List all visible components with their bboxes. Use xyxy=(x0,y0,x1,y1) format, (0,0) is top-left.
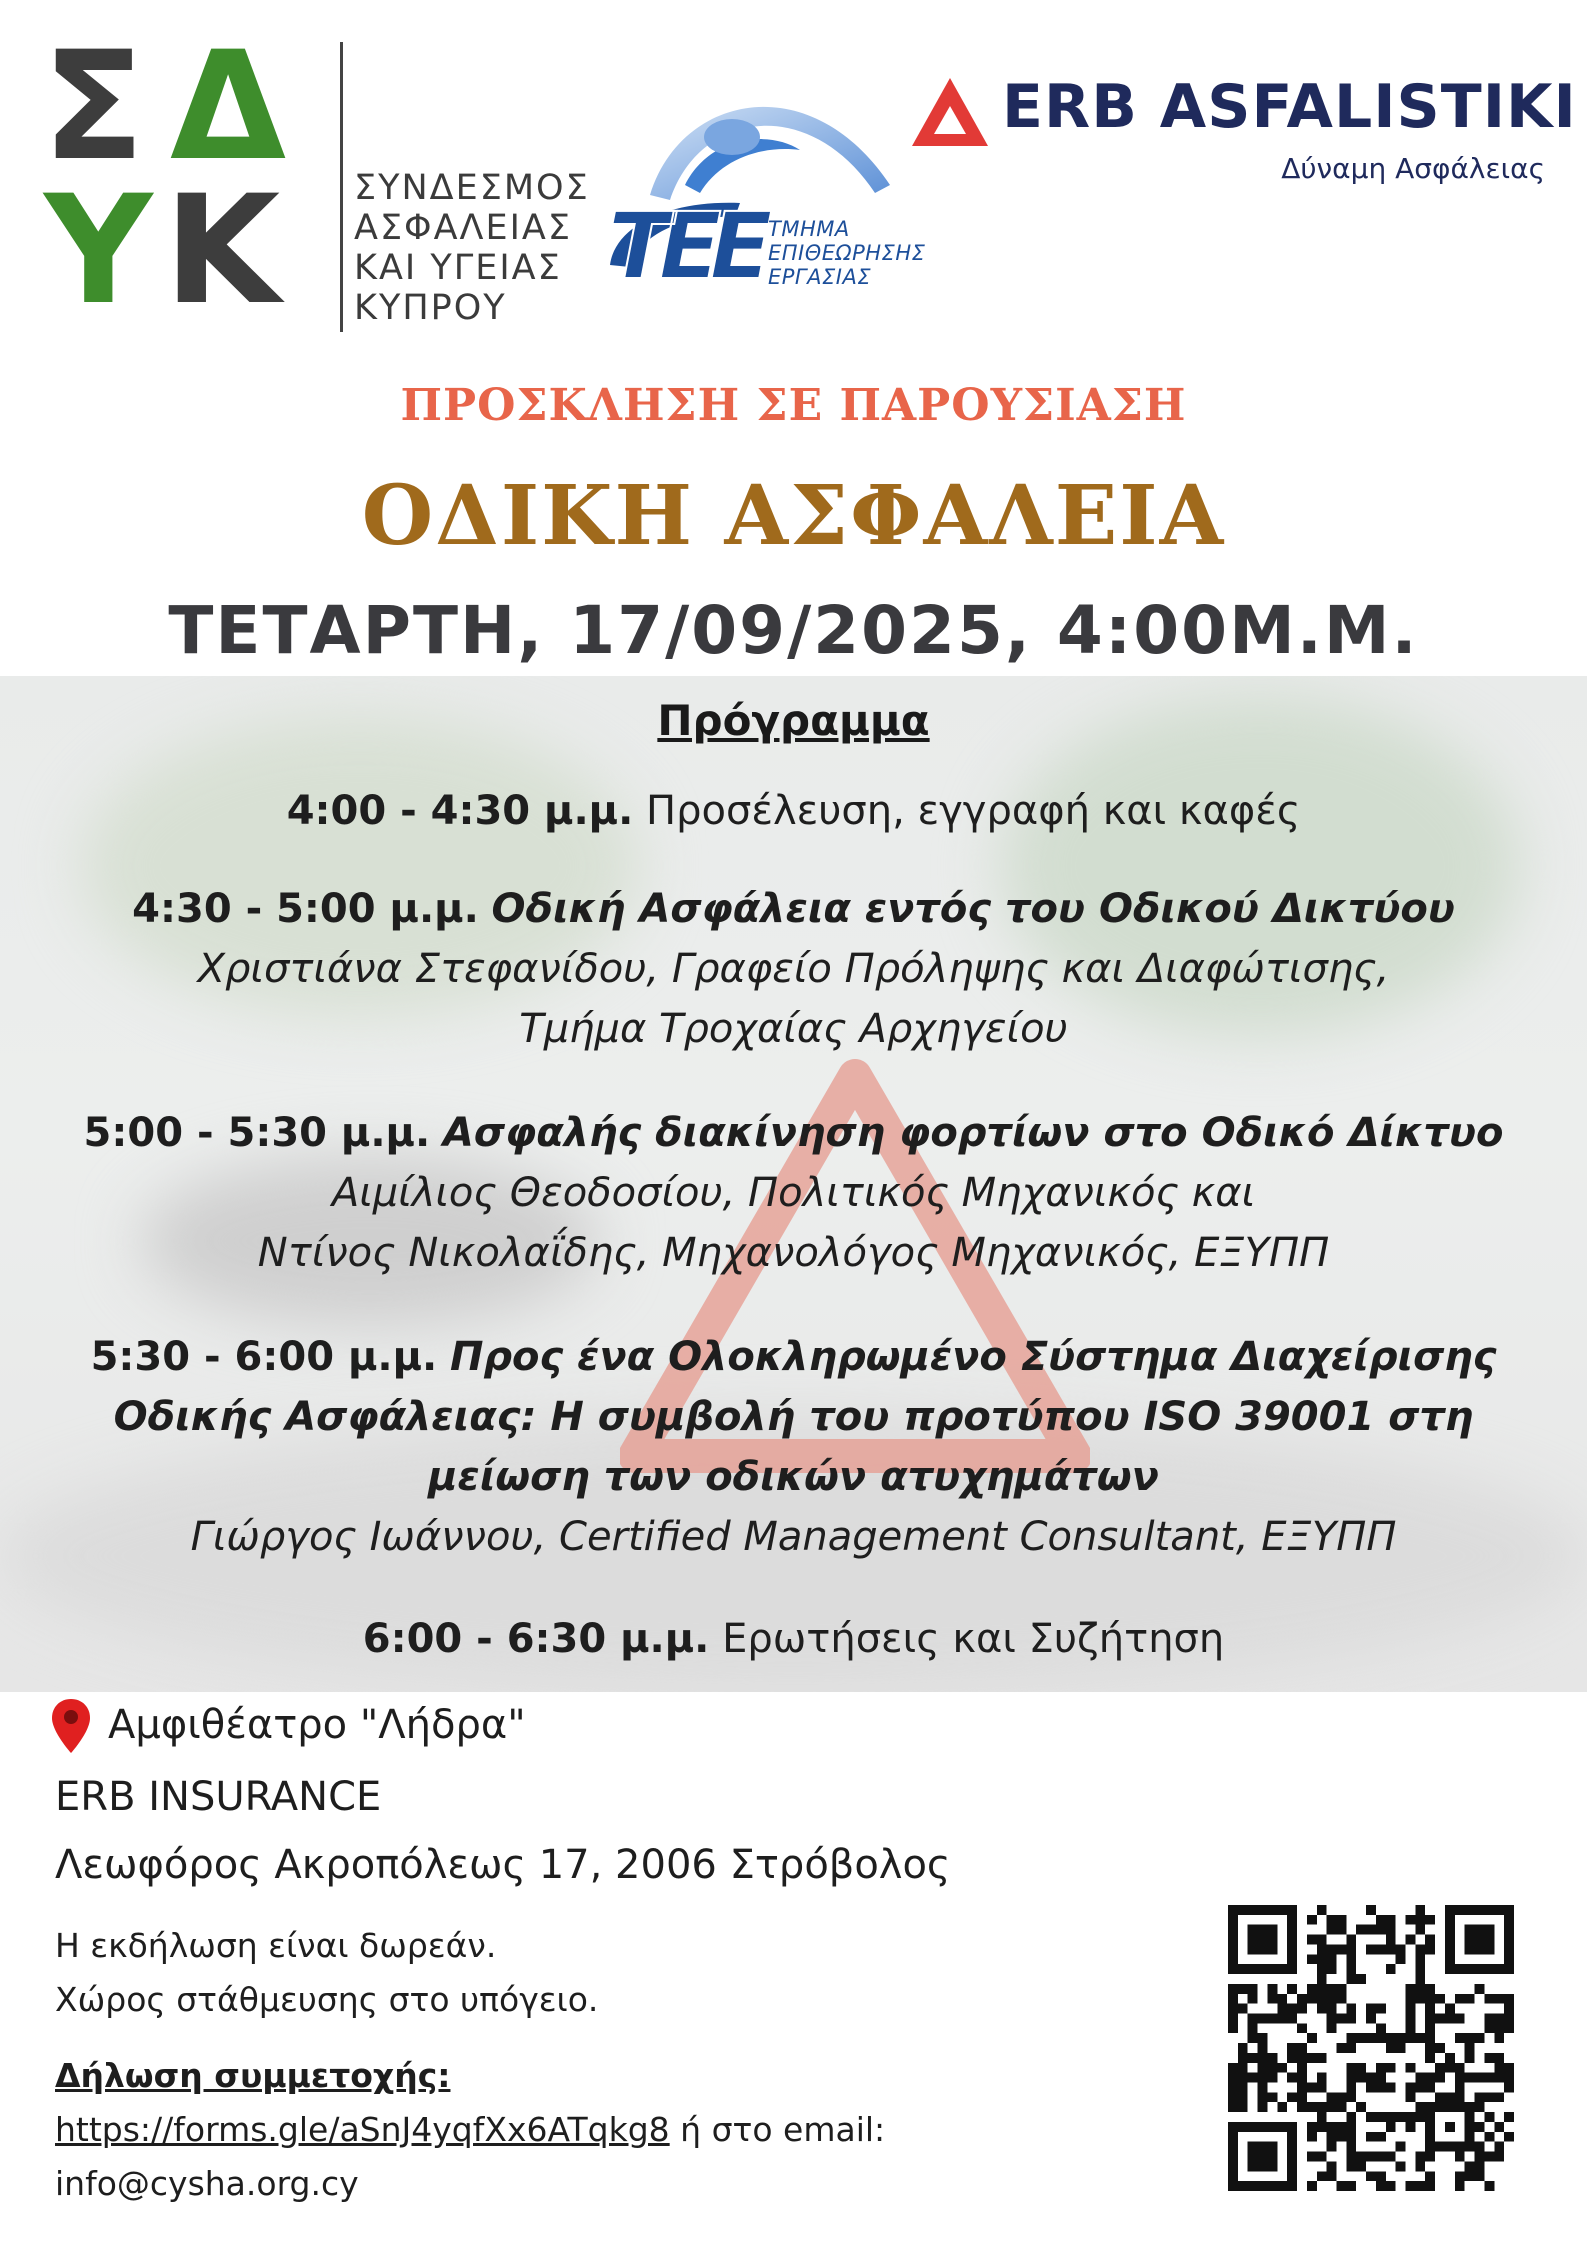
session-5-text: Ερωτήσεις και Συζήτηση xyxy=(722,1616,1225,1662)
session-1-time: 4:00 - 4:30 μ.μ. xyxy=(286,788,634,834)
erb-triangle-icon xyxy=(910,76,990,148)
or-email-text: ή στο email: xyxy=(669,2110,886,2149)
sayk-line-2: ΑΣΦΑΛΕΙΑΣ xyxy=(354,208,572,248)
map-pin-icon xyxy=(50,1697,92,1755)
labour-inspection-logo xyxy=(590,75,950,325)
tee-line-3: ΕΡΓΑΣΙΑΣ xyxy=(768,265,872,289)
sayk-letter-delta: Δ xyxy=(170,20,287,194)
program-heading: Πρόγραμμα xyxy=(657,696,930,745)
sayk-divider xyxy=(340,42,343,332)
venue-address: Λεωφόρος Ακροπόλεως 17, 2006 Στρόβολος xyxy=(55,1842,951,1888)
session-5 xyxy=(0,1616,1587,1662)
event-title: ΟΔΙΚΗ ΑΣΦΑΛΕΙΑ xyxy=(361,468,1226,564)
session-4-speaker: Γιώργος Ιωάννου, Certified Management Consultant, ΕΞΥΠΠ xyxy=(190,1514,1397,1560)
registration-line xyxy=(55,2110,885,2149)
sayk-line-4: ΚΥΠΡΟΥ xyxy=(354,288,507,328)
session-3-speaker-line-1: Αιμίλιος Θεοδοσίου, Πολιτικός Μηχανικός και xyxy=(331,1170,1256,1216)
registration-label: Δήλωση συμμετοχής: xyxy=(55,2056,451,2095)
session-2-speaker-line-2: Τμήμα Τροχαίας Αρχηγείου xyxy=(519,1006,1068,1052)
session-2-title: Οδική Ασφάλεια εντός του Οδικού Δικτύου xyxy=(491,886,1455,932)
sayk-logo xyxy=(42,20,590,338)
sayk-letter-sigma: Σ xyxy=(42,20,145,194)
erb-name: ERB ASFALISTIKI xyxy=(1002,72,1577,142)
sayk-line-1: ΣΥΝΔΕΣΜΟΣ xyxy=(354,168,590,208)
session-2-time: 4:30 - 5:00 μ.μ. xyxy=(132,886,479,932)
session-2-speaker-line-1: Χριστιάνα Στεφανίδου, Γραφείο Πρόληψης και Διαφώτισης, xyxy=(197,946,1390,992)
session-3-time: 5:00 - 5:30 μ.μ. xyxy=(83,1110,431,1156)
session-4-title-1: Προς ένα Ολοκληρωμένο Σύστημα Διαχείρισης xyxy=(449,1334,1497,1380)
session-4 xyxy=(0,1334,1587,1380)
session-1-text: Προσέλευση, εγγραφή και καφές xyxy=(646,788,1301,834)
contact-email[interactable]: info@cysha.org.cy xyxy=(55,2164,359,2203)
session-3 xyxy=(0,1110,1587,1156)
session-1 xyxy=(0,788,1587,834)
registration-link[interactable]: https://forms.gle/aSnJ4yqfXx6ATqkg8 xyxy=(55,2110,670,2149)
invitation-heading: ΠΡΟΣΚΛΗΣΗ ΣΕ ΠΑΡΟΥΣΙΑΣΗ xyxy=(400,380,1187,431)
venue-company: ERB INSURANCE xyxy=(55,1774,382,1820)
program-panel xyxy=(0,676,1587,1692)
tee-line-2: ΕΠΙΘΕΩΡΗΣΗΣ xyxy=(768,241,926,265)
session-5-time: 6:00 - 6:30 μ.μ. xyxy=(362,1616,710,1662)
parking-note: Χώρος στάθμευσης στο υπόγειο. xyxy=(55,1980,599,2019)
event-date: ΤΕΤΑΡΤΗ, 17/09/2025, 4:00Μ.Μ. xyxy=(168,592,1419,669)
free-event-note: Η εκδήλωση είναι δωρεάν. xyxy=(55,1926,497,1965)
session-2 xyxy=(0,886,1587,932)
erb-tagline: Δύναμη Ασφάλειας xyxy=(1281,152,1545,185)
tee-mark: ΤΕΕ xyxy=(608,193,761,300)
erb-asfalistiki-logo xyxy=(910,72,1577,212)
qr-code-icon[interactable] xyxy=(1228,1905,1514,2191)
tee-line-1: ΤΜΗΜΑ xyxy=(768,217,850,241)
session-4-title-3: μείωση των οδικών ατυχημάτων xyxy=(428,1454,1159,1500)
session-3-title: Ασφαλής διακίνηση φορτίων στο Οδικό Δίκτυο xyxy=(442,1110,1504,1156)
session-4-title-2: Οδικής Ασφάλειας: Η συμβολή του προτύπου ISO 39001 στη xyxy=(113,1394,1474,1440)
session-3-speaker-line-2: Ντίνος Νικολαΐδης, Μηχανολόγος Μηχανικός, ΕΞΥΠΠ xyxy=(257,1230,1330,1276)
session-4-time: 5:30 - 6:00 μ.μ. xyxy=(90,1334,438,1380)
sayk-letter-kappa: Κ xyxy=(164,164,281,338)
sayk-line-3: ΚΑΙ ΥΓΕΙΑΣ xyxy=(354,248,562,288)
venue-name: Αμφιθέατρο "Λήδρα" xyxy=(108,1702,526,1748)
sayk-letter-upsilon: Υ xyxy=(44,164,153,338)
